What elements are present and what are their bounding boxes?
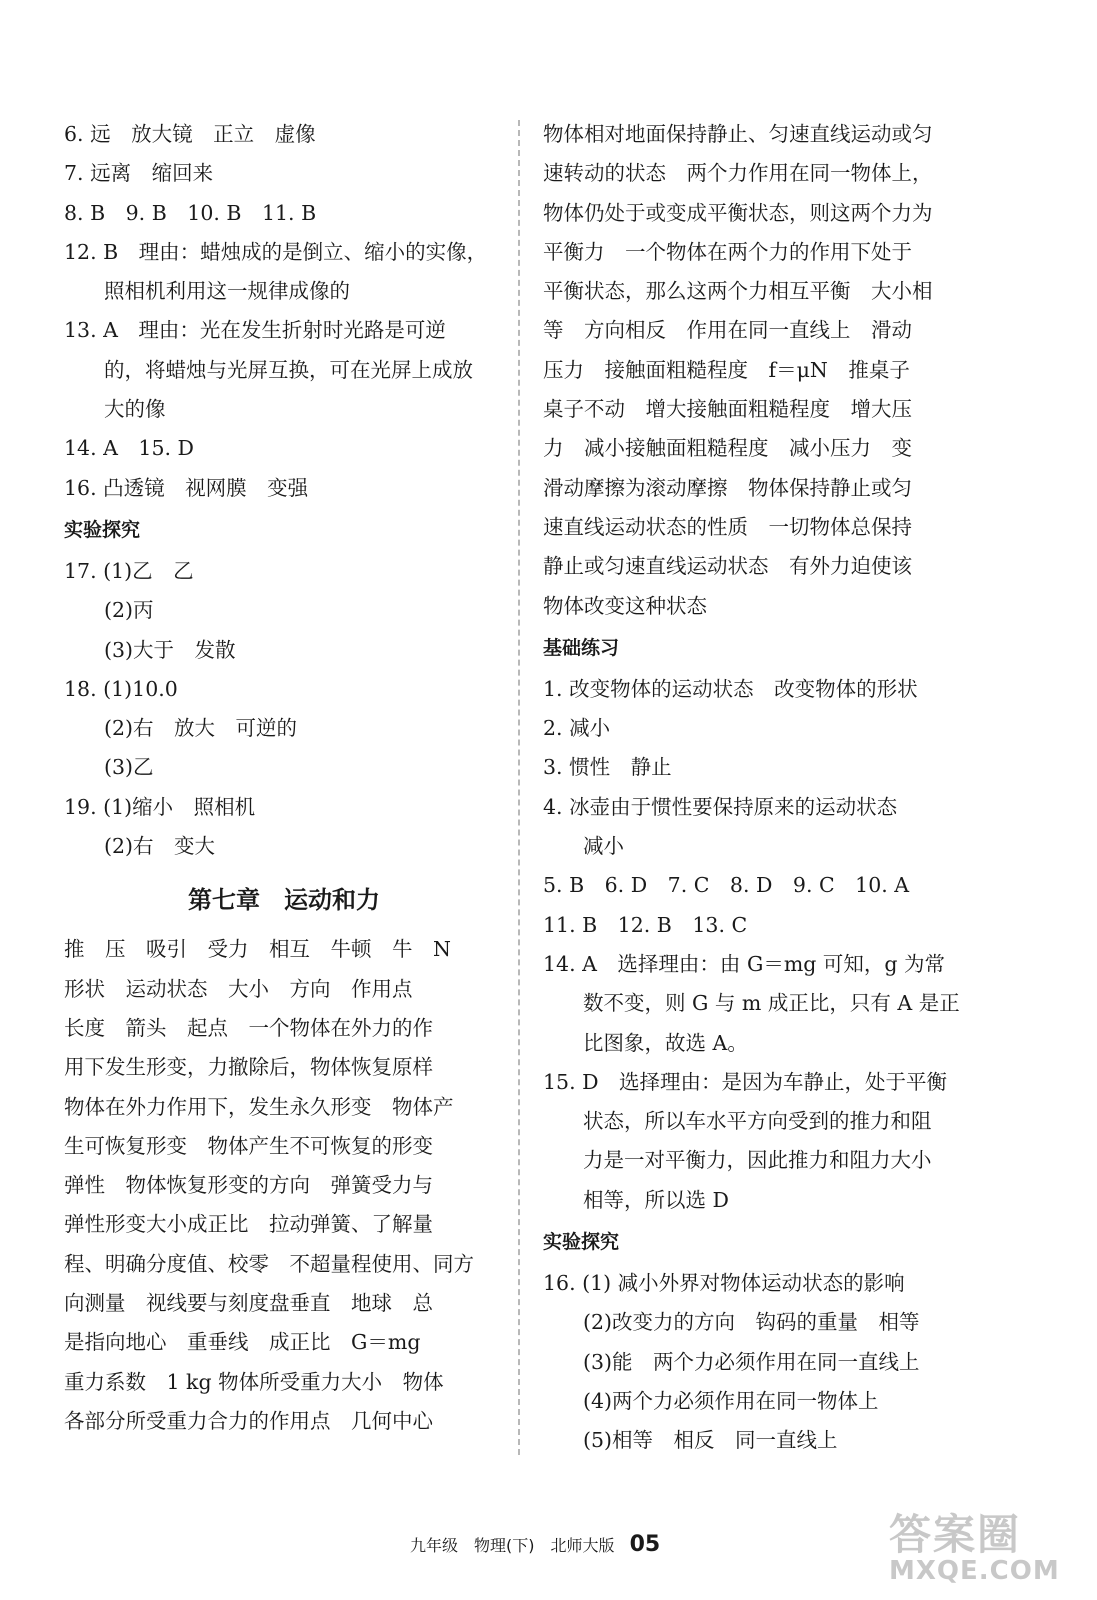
answer-line: 形状 运动状态 大小 方向 作用点 [64, 976, 413, 1001]
answer-line: 18. (1)10.0 [64, 676, 178, 701]
answer-line: 状态，所以车水平方向受到的推力和阻 [583, 1109, 932, 1134]
answer-line: 1. 改变物体的运动状态 改变物体的形状 [543, 676, 918, 701]
right-column [543, 115, 983, 1461]
answer-line: 7. 远离 缩回来 [64, 161, 214, 186]
answer-line: 相等，所以选 D [583, 1187, 729, 1212]
watermark-logo [889, 1502, 1079, 1592]
answer-line: 比图象，故选 A。 [583, 1030, 748, 1055]
answer-line: 推 压 吸引 受力 相互 牛顿 牛 N [64, 937, 451, 962]
answer-line: 力 减小接触面粗糙程度 减小压力 变 [543, 436, 912, 461]
answer-line: 3. 惯性 静止 [543, 755, 672, 780]
section-heading: 实验探究 [543, 1231, 620, 1254]
answer-line: 生可恢复形变 物体产生不可恢复的形变 [64, 1133, 433, 1158]
answer-line: 物体仍处于或变成平衡状态，则这两个力为 [543, 200, 933, 225]
answer-line: 17. (1)乙 乙 [64, 558, 194, 583]
section-heading: 实验探究 [64, 518, 141, 541]
answer-line: (3)大于 发散 [104, 637, 236, 662]
answer-line: 大的像 [104, 397, 166, 422]
answer-line: 19. (1)缩小 照相机 [64, 794, 256, 819]
answer-line: (4)两个力必须作用在同一物体上 [583, 1388, 879, 1413]
answer-line: 8. B 9. B 10. B 11. B [64, 200, 317, 225]
answer-line: 2. 减小 [543, 716, 611, 741]
answer-line: 静止或匀速直线运动状态 有外力迫使该 [543, 554, 912, 579]
answer-line: 物体相对地面保持静止、匀速直线运动或匀 [543, 122, 933, 146]
answer-line: 14. A 选择理由：由 G＝mg 可知，g 为常 [543, 951, 946, 976]
answer-line: 弹性形变大小成正比 拉动弹簧、了解量 [64, 1212, 433, 1237]
answer-line: 6. 远 放大镜 正立 虚像 [64, 122, 316, 146]
answer-line: 弹性 物体恢复形变的方向 弹簧受力与 [64, 1173, 433, 1198]
answer-line: 用下发生形变，力撤除后，物体恢复原样 [64, 1055, 433, 1080]
answer-line: (2)右 变大 [104, 834, 216, 859]
answer-line: (2)丙 [104, 598, 154, 623]
section-heading: 基础练习 [543, 636, 620, 659]
answer-line: (3)能 两个力必须作用在同一直线上 [583, 1349, 920, 1374]
answer-line: 桌子不动 增大接触面粗糙程度 增大压 [543, 397, 912, 422]
page-footer [410, 1532, 660, 1557]
answer-line: 是指向地心 重垂线 成正比 G＝mg [64, 1330, 421, 1355]
answer-line: 12. B 理由：蜡烛成的是倒立、缩小的实像， [64, 239, 488, 264]
answer-line: 速直线运动状态的性质 一切物体总保持 [543, 514, 912, 539]
answer-line: 等 方向相反 作用在同一直线上 滑动 [543, 318, 912, 343]
answer-line: 的，将蜡烛与光屏互换，可在光屏上成放 [104, 357, 473, 382]
left-column [64, 115, 504, 1441]
answer-line: 11. B 12. B 13. C [543, 912, 748, 937]
answer-line: 平衡状态，那么这两个力相互平衡 大小相 [543, 279, 933, 304]
answer-line: (2)右 放大 可逆的 [104, 716, 298, 741]
answer-line: 14. A 15. D [64, 436, 194, 461]
answer-line: (2)改变力的方向 钩码的重量 相等 [583, 1310, 920, 1335]
answer-line: 物体在外力作用下，发生永久形变 物体产 [64, 1094, 454, 1119]
answer-line: 16. 凸透镜 视网膜 变强 [64, 475, 309, 500]
answer-line: 程、明确分度值、校零 不超量程使用、同方 [64, 1251, 474, 1276]
answer-line: (5)相等 相反 同一直线上 [583, 1428, 838, 1453]
answer-line: 照相机利用这一规律成像的 [104, 279, 350, 304]
answer-line: 长度 箭头 起点 一个物体在外力的作 [64, 1015, 433, 1040]
answer-line: 向测量 视线要与刻度盘垂直 地球 总 [64, 1291, 433, 1316]
answer-line: 重力系数 1 kg 物体所受重力大小 物体 [64, 1369, 444, 1394]
answer-line: 平衡力 一个物体在两个力的作用下处于 [543, 239, 912, 264]
column-divider [518, 120, 520, 1455]
answer-line: 减小 [583, 834, 624, 859]
answer-line: 压力 接触面粗糙程度 f＝μN 推桌子 [543, 357, 910, 382]
answer-line: 速转动的状态 两个力作用在同一物体上， [543, 161, 933, 186]
answer-line: 力是一对平衡力，因此推力和阻力大小 [583, 1148, 932, 1173]
watermark-line2: MXQE.COM [889, 1556, 1060, 1586]
answer-line: 物体改变这种状态 [543, 593, 707, 618]
page-number: 05 [629, 1532, 661, 1557]
watermark-line1: 答案圈 [889, 1510, 1022, 1559]
answer-line: 各部分所受重力合力的作用点 几何中心 [64, 1408, 433, 1433]
answer-line: 13. A 理由：光在发生折射时光路是可逆 [64, 318, 446, 343]
answer-line: 5. B 6. D 7. C 8. D 9. C 10. A [543, 873, 910, 898]
answer-line: 滑动摩擦为滚动摩擦 物体保持静止或匀 [543, 475, 912, 500]
answer-line: (3)乙 [104, 755, 154, 780]
answer-line: 15. D 选择理由：是因为车静止，处于平衡 [543, 1069, 948, 1094]
answer-line: 4. 冰壶由于惯性要保持原来的运动状态 [543, 794, 898, 819]
answer-line: 16. (1) 减小外界对物体运动状态的影响 [543, 1271, 905, 1296]
answer-line: 数不变，则 G 与 m 成正比，只有 A 是正 [583, 991, 960, 1016]
footer-text: 九年级 物理(下) 北师大版 [410, 1536, 615, 1555]
chapter-title: 第七章 运动和力 [188, 886, 380, 915]
